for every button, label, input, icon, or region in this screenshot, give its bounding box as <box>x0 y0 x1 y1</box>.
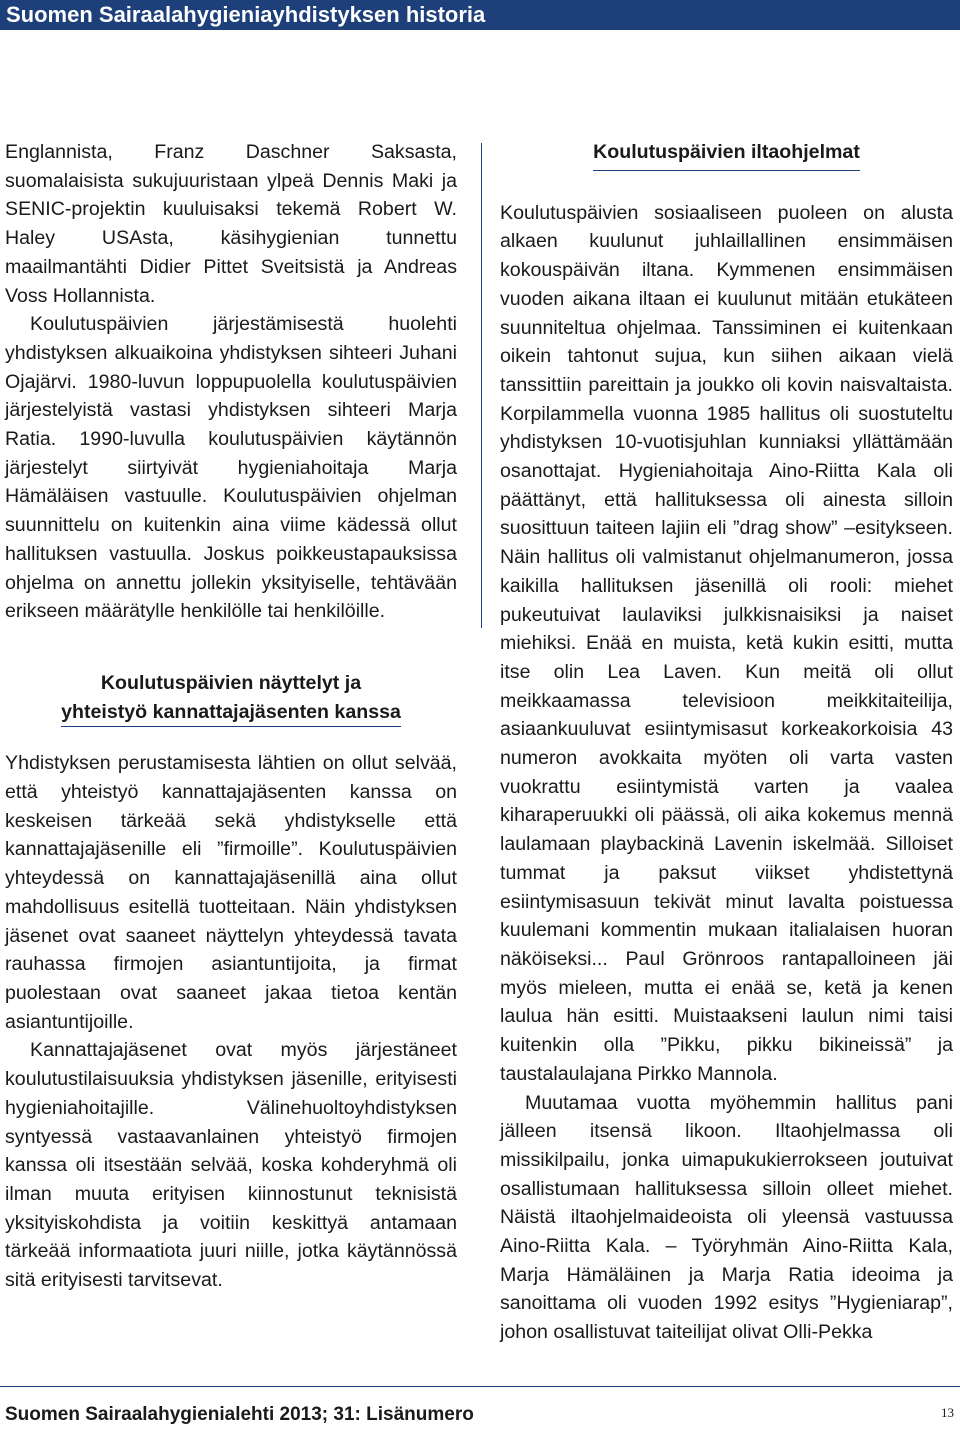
heading-line-1: Koulutuspäivien näyttelyt ja <box>100 671 362 694</box>
page-number: 13 <box>941 1405 954 1420</box>
section-heading-exhibitions <box>5 669 457 727</box>
left-paragraph-2: Koulutuspäivien järjestämisestä huolehti yhdistyksen alkuaikoina yhdistyksen sihteeri Juhani Ojajärvi. 1980-luvun loppupuolella koulutuspäivien järjestelyistä vastasi yhdistyksen sihteeri Marja Ratia. 1990-luvulla koulutuspäivien käytännön järjestelyt siirtyivät hygieniahoitaja Marja Hämäläisen vastuulle. Koulutuspäivien ohjelman suunnittelu on kuitenkin aina viime kädessä ollut hallituksen vastuulla. Joskus poikkeustapauksissa ohjelma on annettu jollekin yksityiselle, tehtävään erikseen määrätylle henkilölle tai henkilöille. <box>5 313 457 623</box>
left-column <box>5 138 457 1295</box>
running-header <box>0 0 960 30</box>
right-column <box>500 138 953 1347</box>
header-title: Suomen Sairaalahygieniayhdistyksen historia <box>6 2 486 27</box>
heading-text: Koulutuspäivien iltaohjelmat <box>593 138 860 171</box>
left-paragraph-4: Kannattajajäsenet ovat myös järjestäneet koulutustilaisuuksia yhdistyksen jäsenille, erityisesti hygieniahoitajille. Välinehuoltoyhdistyksen syntyessä vastaavanlainen yhteistyö firmojen kanssa oli itsestään selvää, koska kohderyhmä oli ilman muuta erityisen kiinnostunut teknisistä yksityiskohdista ja voitiin keskittyä antamaan tärkeää informaatiota juuri niille, jotka käytännössä sitä erityisesti tarvitsevat. <box>5 1039 457 1292</box>
footer-publication: Suomen Sairaalahygienialehti 2013; 31: Lisänumero <box>5 1404 474 1425</box>
footer-divider <box>0 1386 960 1387</box>
left-paragraph-1: Englannista, Franz Daschner Saksasta, suomalaisista sukujuuristaan ylpeä Dennis Maki ja SENIC-projektin kuuluisaksi tekemä Robert W. Haley USAsta, käsihygienian tunnettu maailmantähti Didier Pittet Sveitsistä ja Andreas Voss Hollannista. <box>5 141 457 307</box>
right-paragraph-2: Muutamaa vuotta myöhemmin hallitus pani jälleen itsensä likoon. Iltaohjelmassa oli missikilpailu, jonka uimapukukierrokseen joutuivat osallistumaan hallituksessa silloin olleet miehet. Näistä iltaohjelmaideoista oli yleensä vastuussa Aino-Riitta Kala. – Työryhmän Aino-Riitta Kala, Marja Hämäläinen ja Marja Ratia ideoima ja sanoittama oli vuoden 1992 esitys ”Hygieniarap”, johon osallistuvat taiteilijat olivat Olli-Pekka <box>500 1091 953 1344</box>
heading-line-2: yhteistyö kannattajajäsenten kanssa <box>61 698 401 728</box>
left-paragraph-3: Yhdistyksen perustamisesta lähtien on ollut selvää, että yhteistyö kannattajajäsenten kanssa on keskeisen tärkeää sekä yhdistykselle että kannattajajäsenille eli ”firmoille”. Koulutuspäivien yhteydessä on kannattajajäsenillä aina ollut mahdollisuus esitellä tuotteitaan. Näin yhdistyksen jäsenet ovat saaneet näyttelyn yhteydessä tavata rauhassa firmojen asiantuntijoita, ja firmat puolestaan ovat saaneet jakaa tietoa kentän asiantuntijoille. <box>5 752 457 1033</box>
column-divider <box>481 143 482 628</box>
section-heading-evening-programs <box>500 138 953 171</box>
right-paragraph-1: Koulutuspäivien sosiaaliseen puoleen on alusta alkaen kuulunut juhlaillallinen ensimmäisen kokouspäivän iltana. Kymmenen ensimmäisen vuoden aikana iltaan ei kuulunut mitään etukäteen suunniteltua ohjelmaa. Tanssiminen ei kuitenkaan oikein tahtonut sujua, kun siihen aikaan vielä tanssittiin pareittain ja joukko oli kovin naisvaltaista. Korpilammella vuonna 1985 hallitus oli suostuteltu yhdistyksen 10-vuotisjuhlan kunniaksi yllättämään osanottajat. Hygieniahoitaja Aino-Riitta Kala oli päättänyt, että hallituksessa oli ainesta silloin suosittuun taiteen lajiin eli ”drag show” –esitykseen. Näin hallitus oli valmistanut ohjelmanumeron, jossa kaikilla hallituksen jäsenillä oli rooli: miehet pukeutuivat laulaviksi julkkisnaisiksi ja naiset miehiksi. Enää en muista, ketä kukin esitti, mutta itse olin Lea Laven. Kun meitä oli ollut meikkaamassa televisioon meikkitaiteilija, asiaankuuluvat esiintymisasut korkeakorkoisia 43 numeron avokkaita myöten oli varta vasten vuokrattu esiintymistä varten ja vaalea kiharaperuukki oli päässä, oli aika kokemus mennä laulamaan playbackinä Lavenin iskelmää. Silloiset tummat ja paksut viikset yhdistettynä esiintymisasuun tekivät minut lavalta poistuessa kuulemani kommentin mukaan italialaisen huoran näköiseksi... Paul Grönroos rantapalloineen jäi myös mieleen, mutta ei enää se, ketä ja kenen laulua hän esitti. Muistaakseni laulun nimi taisi kuitenkin olla ”Pikku, pikku bikineissä” ja taustalaulajana Pirkko Mannola. <box>500 201 953 1085</box>
